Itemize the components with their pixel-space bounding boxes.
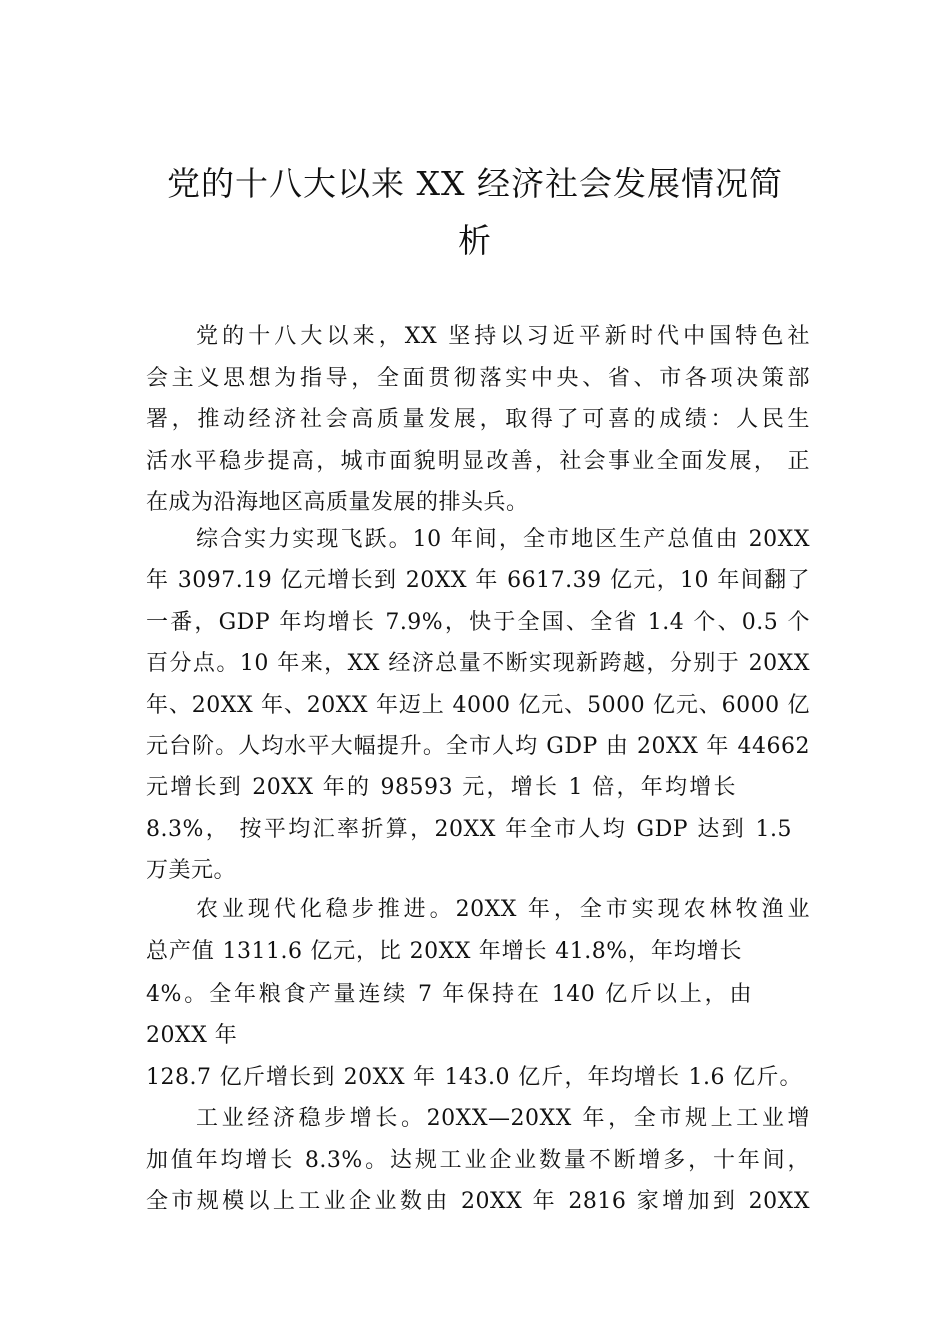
body-line: 加值年均增长 8.3%。达规工业企业数量不断增多，十年间， [146, 1148, 810, 1173]
title-line-1: 党的十八大以来 XX 经济社会发展情况简 [167, 164, 783, 203]
document-title [150, 155, 800, 269]
body-line: 工业经济稳步增长。20XX—20XX 年，全市规上工业增 [196, 1106, 810, 1131]
body-line: 20XX 年 [146, 1023, 238, 1048]
body-line: 年 3097.19 亿元增长到 20XX 年 6617.39 亿元，10 年间翻了 [146, 568, 810, 593]
body-line: 党的十八大以来，XX 坚持以习近平新时代中国特色社 [196, 324, 810, 349]
body-line: 一番，GDP 年均增长 7.9%，快于全国、全省 1.4 个、0.5 个 [146, 610, 810, 635]
body-line: 活水平稳步提高，城市面貌明显改善，社会事业全面发展， 正 [146, 449, 810, 474]
body-line: 128.7 亿斤增长到 20XX 年 143.0 亿斤，年均增长 1.6 亿斤。 [146, 1065, 802, 1090]
body-line: 元台阶。人均水平大幅提升。全市人均 GDP 由 20XX 年 44662 [146, 734, 810, 759]
body-line: 署，推动经济社会高质量发展，取得了可喜的成绩：人民生 [146, 407, 810, 432]
body-line: 综合实力实现飞跃。10 年间，全市地区生产总值由 20XX [196, 527, 810, 552]
body-line: 百分点。10 年来，XX 经济总量不断实现新跨越，分别于 20XX [146, 651, 810, 676]
body-line: 在成为沿海地区高质量发展的排头兵。 [146, 490, 529, 515]
body-line: 8.3%， 按平均汇率折算，20XX 年全市人均 GDP 达到 1.5 [146, 817, 792, 842]
body-line: 万美元。 [146, 858, 237, 883]
body-line: 元增长到 20XX 年的 98593 元，增长 1 倍，年均增长 [146, 775, 736, 800]
body-line: 年、20XX 年、20XX 年迈上 4000 亿元、5000 亿元、6000 亿 [146, 693, 810, 718]
title-line-2: 析 [458, 221, 492, 260]
body-line: 农业现代化稳步推进。20XX 年，全市实现农林牧渔业 [196, 897, 810, 922]
body-line: 总产值 1311.6 亿元，比 20XX 年增长 41.8%，年均增长 [146, 939, 742, 964]
body-line: 会主义思想为指导，全面贯彻落实中央、省、市各项决策部 [146, 366, 810, 391]
body-line: 全市规模以上工业企业数由 20XX 年 2816 家增加到 20XX [146, 1189, 810, 1214]
body-line: 4%。全年粮食产量连续 7 年保持在 140 亿斤以上，由 [146, 982, 752, 1007]
